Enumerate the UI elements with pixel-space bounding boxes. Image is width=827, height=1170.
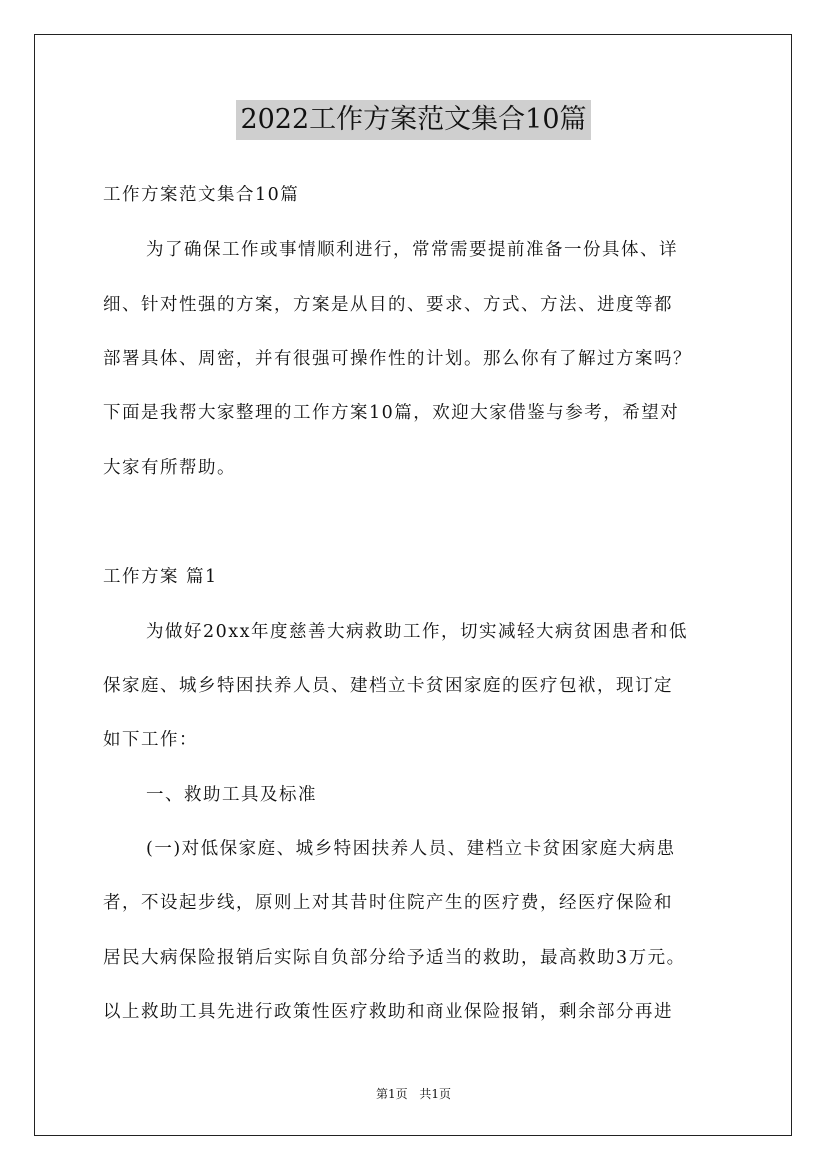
page-total: 共1页 <box>419 1087 452 1101</box>
paragraph-line: 以上救助工具先进行政策性医疗救助和商业保险报销，剩余部分再进 <box>103 1002 673 1022</box>
page-footer <box>0 1085 827 1102</box>
paragraph-line: 为了确保工作或事情顺利进行，常常需要提前准备一份具体、详 <box>146 240 678 260</box>
paragraph-line: 居民大病保险报销后实际自负部分给予适当的救助，最高救助3万元。 <box>103 948 686 968</box>
paragraph-line: 细、针对性强的方案，方案是从目的、要求、方式、方法、进度等都 <box>103 295 673 315</box>
paragraph-line: 保家庭、城乡特困扶养人员、建档立卡贫困家庭的医疗包袱，现订定 <box>103 676 673 696</box>
paragraph-line: 下面是我帮大家整理的工作方案10篇，欢迎大家借鉴与参考，希望对 <box>103 403 680 423</box>
paragraph-line: (一)对低保家庭、城乡特困扶养人员、建档立卡贫困家庭大病患 <box>146 839 676 859</box>
title-container <box>0 100 827 140</box>
paragraph-line: 为做好20xx年度慈善大病救助工作，切实减轻大病贫困患者和低 <box>146 622 689 642</box>
document-title: 2022工作方案范文集合10篇 <box>236 100 590 140</box>
paragraph-line: 大家有所帮助。 <box>103 458 236 478</box>
section-heading: 工作方案 篇1 <box>103 567 218 587</box>
paragraph-line: 者，不设起步线，原则上对其昔时住院产生的医疗费，经医疗保险和 <box>103 893 673 913</box>
subtitle-line: 工作方案范文集合10篇 <box>103 185 300 205</box>
page-number: 第1页 <box>375 1087 408 1101</box>
list-heading: 一、救助工具及标准 <box>146 785 317 805</box>
paragraph-line: 如下工作： <box>103 730 198 750</box>
paragraph-line: 部署具体、周密，并有很强可操作性的计划。那么你有了解过方案吗？ <box>103 349 692 369</box>
